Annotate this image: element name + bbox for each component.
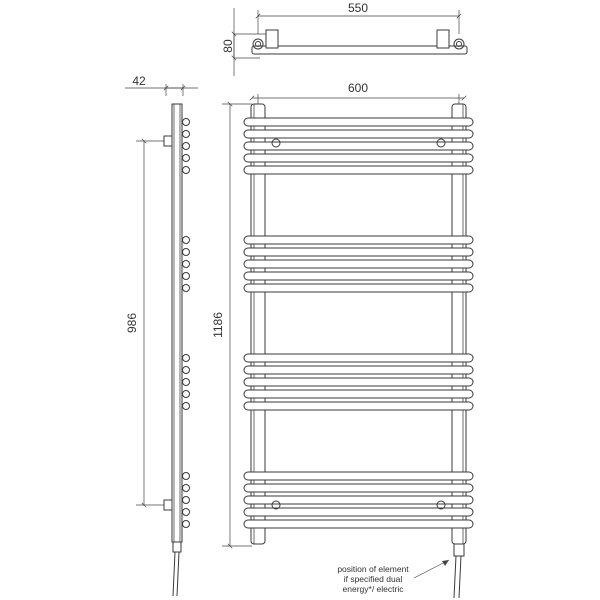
rail-bar xyxy=(244,166,473,174)
side-bar-end xyxy=(183,355,190,362)
rail-bar xyxy=(244,402,473,410)
side-bar-end xyxy=(183,119,190,126)
dim-side-offset: 42 xyxy=(132,74,146,88)
side-bar-end xyxy=(183,273,190,280)
dim-top-depth: 80 xyxy=(221,39,235,53)
rail-bar xyxy=(244,378,473,386)
side-bar-end xyxy=(183,167,190,174)
side-view xyxy=(125,74,198,596)
note-line-1: position of element xyxy=(337,564,409,574)
rail-bar xyxy=(244,130,473,138)
side-bar-end xyxy=(183,521,190,528)
side-bar-end xyxy=(183,497,190,504)
side-bar-end xyxy=(183,509,190,516)
dim-top-width: 550 xyxy=(347,1,369,15)
note-line-3: energy*/ electric xyxy=(342,584,404,594)
rail-bar xyxy=(244,248,473,256)
top-view xyxy=(221,1,467,76)
side-bar-end xyxy=(183,391,190,398)
side-bar-end xyxy=(183,473,190,480)
rail-bar xyxy=(244,154,473,162)
rail-bar xyxy=(244,496,473,504)
side-bar-end xyxy=(183,249,190,256)
side-bar-end xyxy=(183,155,190,162)
rail-bar xyxy=(244,390,473,398)
rail-bar xyxy=(244,520,473,528)
dim-pipe-centres: 986 xyxy=(125,312,139,334)
side-bar-end xyxy=(183,379,190,386)
rail-bar xyxy=(244,472,473,480)
note-line-2: if specified dual xyxy=(343,574,403,584)
side-bar-end xyxy=(183,485,190,492)
rail-bar xyxy=(244,260,473,268)
side-bar-end xyxy=(183,237,190,244)
rail-bar xyxy=(244,284,473,292)
side-bar-end xyxy=(183,403,190,410)
rail-bar xyxy=(244,272,473,280)
side-bar-end xyxy=(183,367,190,374)
front-view xyxy=(211,81,473,598)
rail-bar xyxy=(244,508,473,516)
side-bar-end xyxy=(183,285,190,292)
rail-bar xyxy=(244,484,473,492)
rail-bar xyxy=(244,236,473,244)
rail-bar xyxy=(244,118,473,126)
rail-bar xyxy=(244,354,473,362)
side-bar-end xyxy=(183,131,190,138)
side-bar-end xyxy=(183,261,190,268)
side-bar-end xyxy=(183,143,190,150)
dim-front-width: 600 xyxy=(347,81,369,95)
dim-overall-height: 1186 xyxy=(211,312,225,338)
rail-bar xyxy=(244,366,473,374)
element-position-note xyxy=(337,560,449,594)
